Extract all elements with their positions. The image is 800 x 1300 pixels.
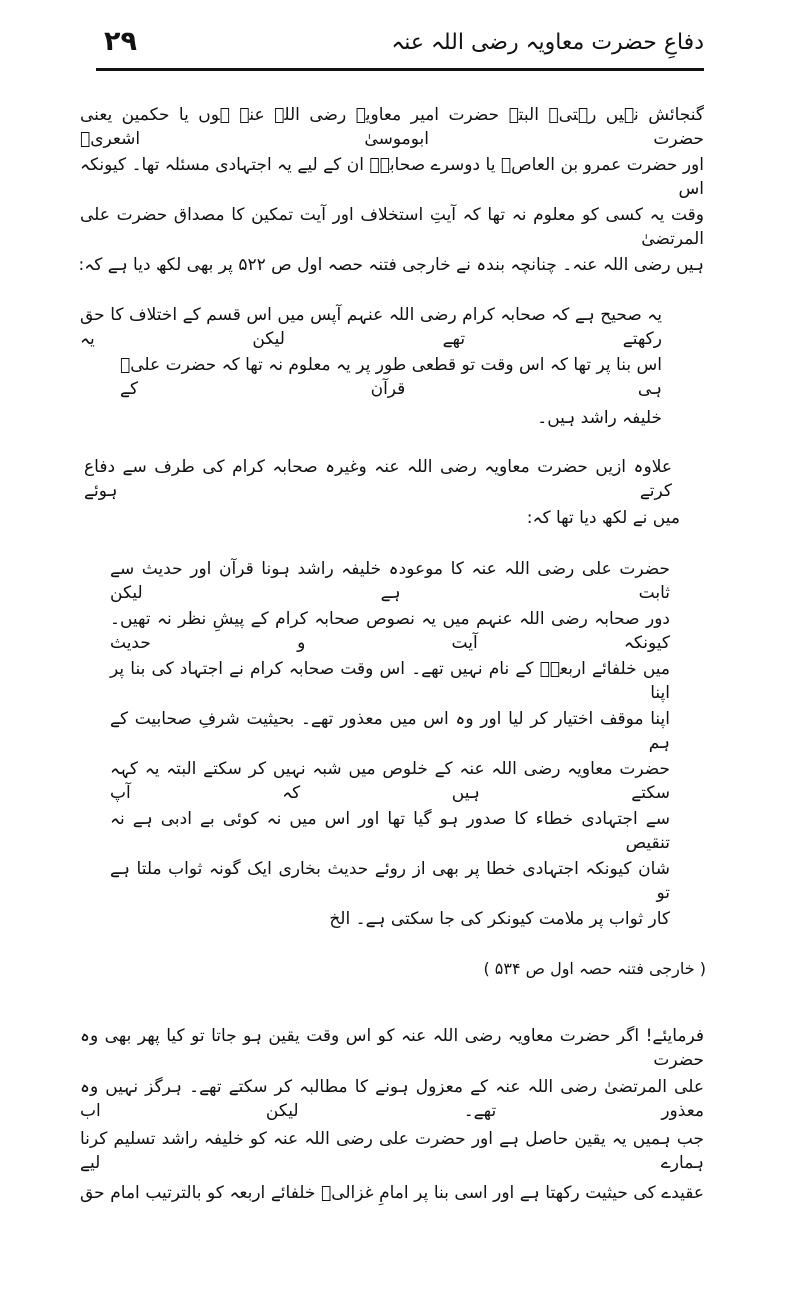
running-title: دفاعِ حضرت معاویہ رضی اللہ عنہ xyxy=(391,30,704,55)
paragraph-3-line-4: عقیدے کی حیثیت رکھتا ہے اور اسی بنا پر امامِ غزالیؒ خلفائے اربعہ کو بالترتیب امام حق xyxy=(80,1183,704,1203)
quote-2-line-3: میں خلفائے اربعہؓ کے نام نہیں تھے۔ اس وقت صحابہ کرام نے اجتہاد کی بنا پر اپنا xyxy=(110,659,670,703)
quote-2-line-8: کار ثواب پر ملامت کیونکر کی جا سکتی ہے۔ الخ xyxy=(329,909,670,929)
paragraph-2-line-2: میں نے لکھ دیا تھا کہ: xyxy=(526,508,680,528)
paragraph-1-line-4: ہیں رضی اللہ عنہ۔ چنانچہ بندہ نے خارجی فتنہ حصہ اول ص ۵۲۲ پر بھی لکھ دیا ہے کہ: xyxy=(78,255,704,275)
quote-1-line-2: اس بنا پر تھا کہ اس وقت تو قطعی طور پر یہ معلوم نہ تھا کہ حضرت علیؓ ہی قرآن کے xyxy=(120,355,662,399)
quote-2-line-5: حضرت معاویہ رضی اللہ عنہ کے خلوص میں شبہ نہیں کر سکتے البتہ یہ کہہ سکتے ہیں کہ آپ xyxy=(110,759,670,803)
source-reference: ( خارجی فتنہ حصہ اول ص ۵۳۴ ) xyxy=(483,959,706,978)
quote-2-line-6: سے اجتہادی خطاء کا صدور ہو گیا تھا اور اس میں نہ کوئی بے ادبی ہے نہ تنقیص xyxy=(110,809,670,853)
paragraph-1-line-2: اور حضرت عمرو بن العاصؓ یا دوسرے صحابہؓ ان کے لیے یہ اجتہادی مسئلہ تھا۔ کیونکہ اس xyxy=(80,155,704,199)
paragraph-3-line-3: جب ہمیں یہ یقین حاصل ہے اور حضرت علی رضی اللہ عنہ کو خلیفہ راشد تسلیم کرنا ہمارے لیے xyxy=(80,1129,704,1173)
paragraph-3-line-1: فرمایئے! اگر حضرت معاویہ رضی اللہ عنہ کو اس وقت یقین ہو جاتا تو کیا پھر بھی وہ حضرت xyxy=(80,1026,704,1070)
quote-2-line-7: شان کیونکہ اجتہادی خطا پر بھی از روئے حدیث بخاری ایک گونہ ثواب ملتا ہے تو xyxy=(110,859,670,903)
paragraph-2-line-1: علاوہ ازیں حضرت معاویہ رضی اللہ عنہ وغیرہ صحابہ کرام کی طرف سے دفاع کرتے ہوئے xyxy=(84,457,672,501)
quote-2-line-1: حضرت علی رضی اللہ عنہ کا موعودہ خلیفہ راشد ہونا قرآن اور حدیث سے ثابت ہے لیکن xyxy=(110,559,670,603)
header-divider xyxy=(96,68,704,71)
quote-2-line-2: دور صحابہ رضی اللہ عنہم میں یہ نصوص صحابہ کرام کے پیشِ نظر نہ تھیں۔ کیونکہ آیت و حدیث xyxy=(110,609,670,653)
quote-1-line-1: یہ صحیح ہے کہ صحابہ کرام رضی اللہ عنہم آپس میں اس قسم کے اختلاف کا حق رکھتے تھے لیکن یہ xyxy=(80,305,662,349)
quote-1-line-3: خلیفہ راشد ہیں۔ xyxy=(537,408,662,428)
page-header xyxy=(90,22,704,72)
paragraph-3-line-2: علی المرتضیٰ رضی اللہ عنہ کے معزول ہونے کا مطالبہ کر سکتے تھے۔ ہرگز نہیں وہ معذور تھے۔ لیکن اب xyxy=(80,1077,704,1121)
paragraph-1-line-1: گنجائش نہیں رہتی۔ البتہ حضرت امیر معاویہ رضی اللہ عنہ ہوں یا حکمین یعنی حضرت ابوموسیٰ اشعریؓ xyxy=(80,105,704,149)
paragraph-1-line-3: وقت یہ کسی کو معلوم نہ تھا کہ آیتِ استخلاف اور آیت تمکین کا مصداق حضرت علی المرتضیٰ xyxy=(80,205,704,249)
page-number: ۲۹ xyxy=(104,26,137,57)
quote-2-line-4: اپنا موقف اختیار کر لیا اور وہ اس میں معذور تھے۔ بحیثیت شرفِ صحابیت کے ہم xyxy=(110,709,670,753)
